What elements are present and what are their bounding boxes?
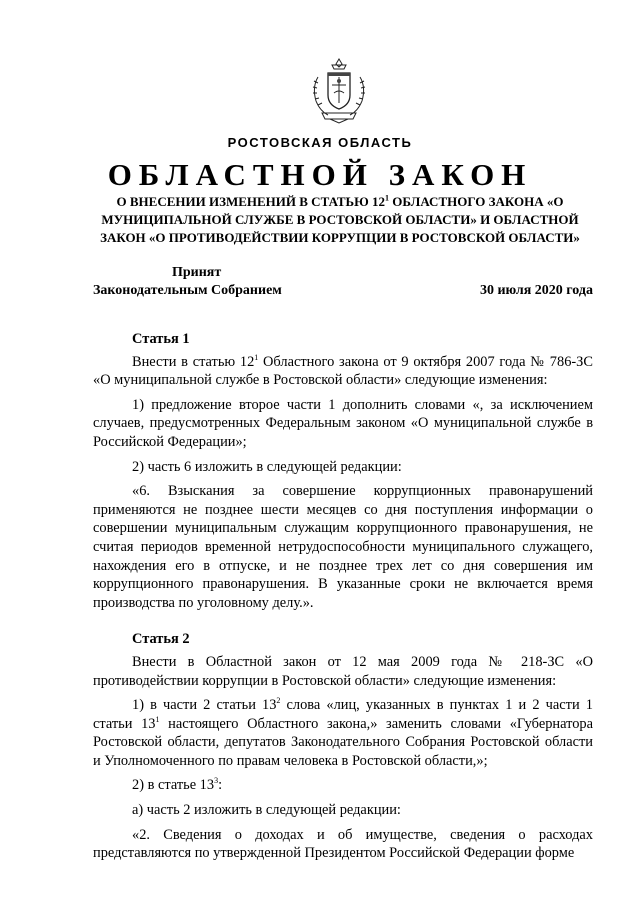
heading-text: О ВНЕСЕНИИ ИЗМЕНЕНИЙ В СТАТЬЮ 12	[116, 194, 385, 209]
heading-superscript: 1	[385, 193, 389, 203]
coat-of-arms-emblem	[308, 55, 370, 125]
article-1-item-1: 1) предложение второе части 1 дополнить словами «, за исключением случаев, предусмотренных Федеральным законом «О муниципальной службе в Российской Федерации»;	[93, 396, 593, 450]
article-1-title: Статья 1	[132, 331, 190, 347]
article-2-item-1-text: 1) в части 2 статьи 13	[132, 697, 277, 714]
article-2-item-1-text-b: слова «лиц, указанных в пунктах 1 и 2 части 1 статьи 13	[93, 697, 593, 732]
article-1-intro-superscript: 1	[254, 352, 259, 362]
article-2-item-2-superscript: 3	[214, 776, 219, 786]
article-2-item-2-colon: :	[218, 777, 223, 794]
article-1-intro-text: Внести в статью 12	[132, 353, 255, 370]
article-2-quote: «2. Сведения о доходах и об имуществе, сведения о расходах представляются по утвержденной Президентом Российской Федерации форме	[93, 826, 593, 862]
region-name: РОСТОВСКАЯ ОБЛАСТЬ	[227, 135, 413, 150]
article-2-item-1-text-c: настоящего Областного закона,» заменить словами «Губернатора Ростовской области, депутатов Законодательного Собрания Ростовской области и Уполномоченного по правам человека в Ростовской области,»;	[93, 715, 593, 769]
article-2-item-2-text: 2) в статье 13	[132, 777, 215, 794]
adopted-by: Законодательным Собранием	[93, 283, 282, 298]
law-heading	[80, 193, 600, 247]
document-body	[93, 330, 593, 869]
article-2-item-2	[93, 776, 593, 795]
article-2-item-2a: а) часть 2 изложить в следующей редакции:	[132, 802, 401, 819]
document-title: ОБЛАСТНОЙ ЗАКОН	[107, 157, 533, 192]
article-1-intro-text-continued: Областного закона от 9 октября 2007 года № 786-ЗС «О муниципальной службе в Ростовской области» следующие изменения:	[93, 353, 593, 389]
adoption-date: 30 июля 2020 года	[479, 283, 593, 298]
article-2-item-1	[93, 696, 593, 770]
article-2-title: Статья 2	[132, 631, 190, 648]
article-1-item-2: 2) часть 6 изложить в следующей редакции:	[132, 458, 402, 475]
article-2-item-1-superscript: 2	[276, 696, 281, 706]
heading-text-continued: ОБЛАСТНОГО ЗАКОНА «О МУНИЦИПАЛЬНОЙ СЛУЖБЕ В РОСТОВСКОЙ ОБЛАСТИ» И ОБЛАСТНОЙ ЗАКОН «О ПРОТИВОДЕЙСТВИИ КОРРУПЦИИ В РОСТОВСКОЙ ОБЛАСТИ»	[100, 194, 580, 245]
adopted-label: Принят	[172, 265, 222, 280]
article-1-quote: «6. Взыскания за совершение коррупционных правонарушений применяются не позднее шести месяцев со дня поступления информации о совершении муниципальным служащим коррупционного правонарушения, не считая периодов временной нетрудоспособности муниципального служащего, нахождения его в отпуске, и не позднее трех лет со дня совершения им коррупционного правонарушения. В указанные сроки не включается время производства по уголовному делу.».	[93, 483, 593, 611]
article-2-intro: Внести в Областной закон от 12 мая 2009 года № 218-ЗС «О противодействии коррупции в Ростовской области» следующие изменения:	[93, 653, 593, 689]
article-2-item-1-superscript-2: 1	[155, 714, 160, 724]
article-1-intro	[93, 353, 593, 390]
